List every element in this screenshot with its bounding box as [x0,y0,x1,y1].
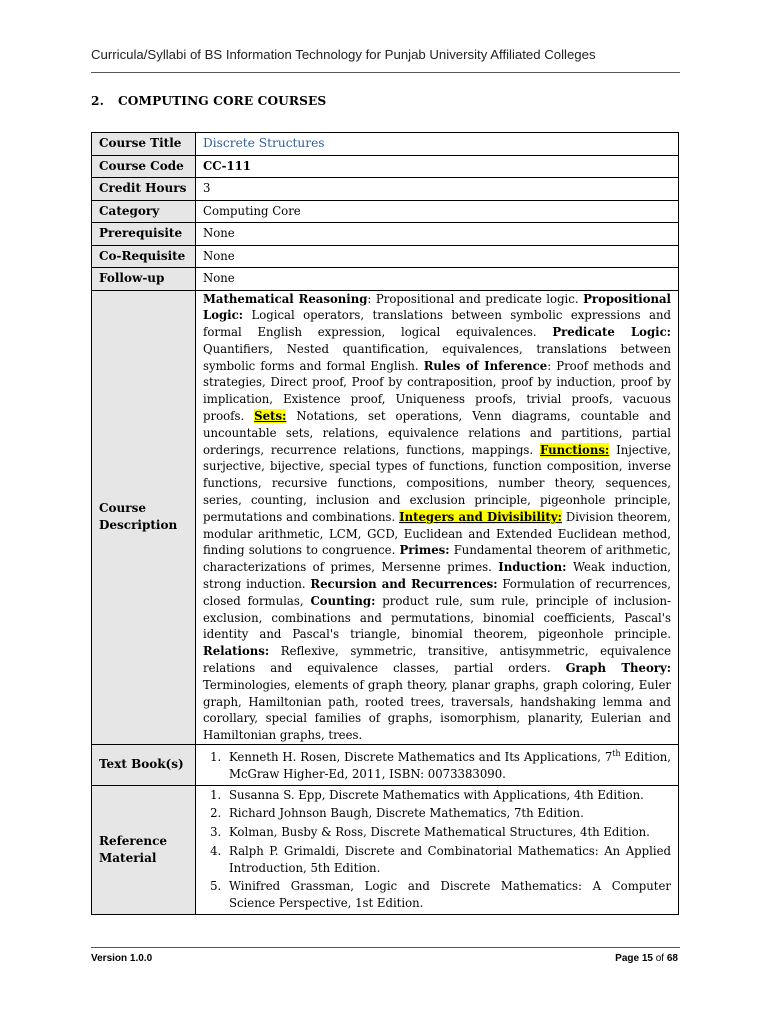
section-number: 2. [91,94,104,108]
row-course-title [92,133,679,156]
label-course-title: Course Title [92,133,196,156]
highlighted-topic: Functions: [540,442,610,457]
topic-heading: Predicate Logic: [552,325,671,340]
reference-item: 2. Richard Johnson Baugh, Discrete Mathematics, 7th Edition. [225,805,671,822]
footer-version: Version 1.0.0 [91,953,153,964]
label-reference-material: Reference Material [92,785,196,915]
description-text: product rule, sum rule, principle of inclusion-exclusion, combinations and permutations, binomial coefficients, Pascal's identity and Pascal's triangle, binomial theorem, pigeonhole principle. [203,593,671,642]
page-of: of [655,953,665,964]
value-category: Computing Core [196,200,679,223]
page-current: 15 [641,953,653,964]
topic-heading: Rules of Inference [423,358,548,373]
text-book-text: Kenneth H. Rosen, Discrete Mathematics and Its Applications, 7 [229,749,613,764]
row-follow-up [92,268,679,291]
header-divider [91,72,680,73]
highlighted-topic: Integers and Divisibility: [399,509,562,524]
text-books-cell [196,745,679,785]
value-credit-hours: 3 [196,178,679,201]
label-follow-up: Follow-up [92,268,196,291]
running-header: Curricula/Syllabi of BS Information Technology for Punjab University Affiliated Colleges [91,47,596,62]
topic-heading: Counting: [310,593,376,608]
topic-heading: Graph Theory: [565,661,672,676]
description-text: Weak induction, strong induction. [203,560,671,592]
value-co-requisite: None [196,245,679,268]
label-category: Category [92,200,196,223]
edition-superscript: th [612,749,621,759]
row-text-books [92,745,679,785]
row-course-code [92,155,679,178]
label-credit-hours: Credit Hours [92,178,196,201]
section-heading [91,94,326,108]
course-description [196,290,679,745]
description-text: : Propositional and predicate logic. [367,291,584,306]
description-text: Logical operators, translations between symbolic expressions and formal English expression, logical equivalences. [203,308,671,340]
description-text: Division theorem, modular arithmetic, LCM, GCD, Euclidean and Extended Euclidean method, finding solutions to congruence. [203,509,671,558]
page-total: 68 [666,953,678,964]
description-text: Terminologies, elements of graph theory, planar graphs, graph coloring, Euler graph, Hamiltonian path, rooted trees, traversals, handshaking lemma and corollary, special families of graphs, isomorphism, planarity, Eulerian and Hamiltonian graphs, trees. [203,677,671,743]
topic-heading: Induction: [498,560,567,575]
row-course-description [92,290,679,745]
reference-item: 5. Winifred Grassman, Logic and Discrete Mathematics: A Computer Science Perspective, 1st Edition. [225,878,671,912]
value-course-title: Discrete Structures [196,133,679,156]
row-prerequisite [92,223,679,246]
page-word: Page [615,953,640,964]
row-category [92,200,679,223]
highlighted-topic: Sets: [254,409,287,424]
label-course-description: Course Description [92,290,196,745]
section-title: COMPUTING CORE COURSES [118,94,327,108]
course-table [91,132,679,915]
description-text: Reflexive, symmetric, transitive, antisymmetric, equivalence relations and equivalence classes, partial orders. [203,644,671,676]
description-text: : Proof methods and strategies, Direct proof, Proof by contraposition, proof by induction, proof by implication, Existence proof, Uniqueness proofs, trivial proofs, vacuous proofs. [203,358,671,424]
row-co-requisite [92,245,679,268]
reference-list [203,787,671,913]
reference-item: 1. Susanna S. Epp, Discrete Mathematics with Applications, 4th Edition. [225,787,671,804]
description-text: Fundamental theorem of arithmetic, characterizations of primes, Mersenne primes. [203,543,671,575]
reference-item: 3. Kolman, Busby & Ross, Discrete Mathematical Structures, 4th Edition. [225,824,671,841]
label-course-code: Course Code [92,155,196,178]
text-books-list [203,746,671,782]
value-course-code: CC-111 [196,155,679,178]
text-book-item [225,746,671,782]
row-credit-hours [92,178,679,201]
description-text: Injective, surjective, bijective, special types of functions, function composition, inverse functions, recursive functions, compositions, number theory, sequences, series, counting, inclusion and exclusion principle, pigeonhole principle, permutations and combinations. [203,442,671,524]
topic-heading: Mathematical Reasoning [203,291,368,306]
text-book-text: Edition, McGraw Higher-Ed, 2011, ISBN: 0073383090. [229,749,671,781]
label-co-requisite: Co-Requisite [92,245,196,268]
topic-heading: Primes: [399,543,450,558]
reference-material-cell [196,785,679,915]
topic-heading: Recursion and Recurrences: [310,577,498,592]
row-reference-material [92,785,679,915]
topic-heading: Relations: [203,644,270,659]
description-text: Notations, set operations, Venn diagrams, countable and uncountable sets, relations, equivalence relations and partitions, partial orderings, recurrence relations, functions, mappings. [203,409,671,457]
description-text: Formulation of recurrences, closed formulas, [203,577,671,608]
footer-divider [91,947,680,948]
label-text-books: Text Book(s) [92,745,196,785]
topic-heading: Propositional Logic: [203,291,671,323]
label-prerequisite: Prerequisite [92,223,196,246]
value-prerequisite: None [196,223,679,246]
description-text: Quantifiers, Nested quantification, equivalences, translations between symbolic forms and formal English. [203,341,671,373]
reference-item: 4. Ralph P. Grimaldi, Discrete and Combinatorial Mathematics: An Applied Introduction, 5th Edition. [225,843,671,877]
value-follow-up: None [196,268,679,291]
footer-page-number [615,953,678,964]
